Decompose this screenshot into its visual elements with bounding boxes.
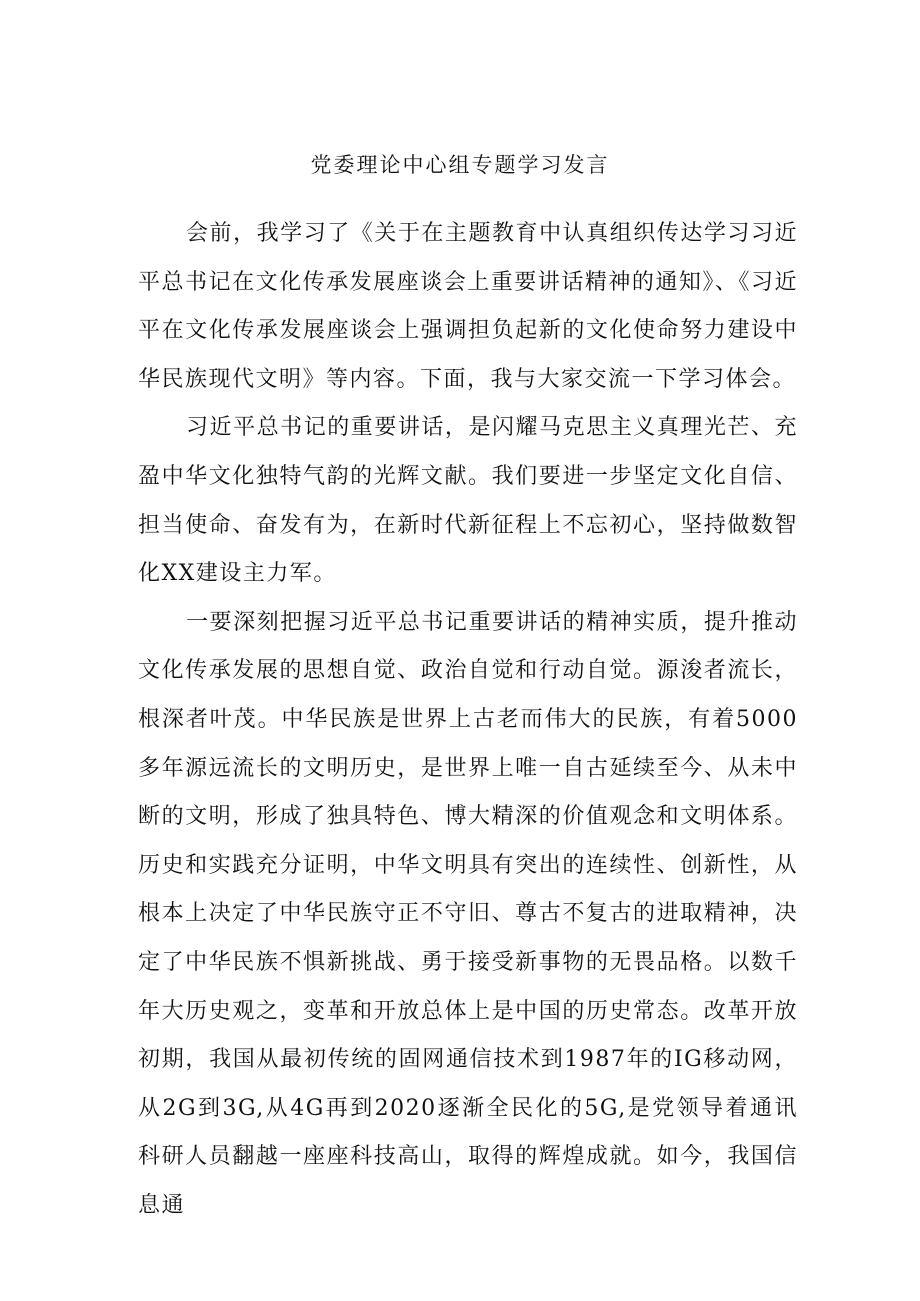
document-title: 党委理论中心组专题学习发言 — [310, 153, 610, 177]
paragraph-significance: 习近平总书记的重要讲话，是闪耀马克思主义真理光芒、充盈中华文化独特气韵的光辉文献。我们要进一步坚定文化自信、担当使命、奋发有为，在新时代新征程上不忘初心，坚持做数智化XX建设主力军。 — [138, 415, 798, 587]
paragraph-point-one: 一要深刻把握习近平总书记重要讲话的精神实质，提升推动文化传承发展的思想自觉、政治自觉和行动自觉。源浚者流长，根深者叶茂。中华民族是世界上古老而伟大的民族，有着5000多年源远流长的文明历史，是世界上唯一自古延续至今、从未中断的文明，形成了独具特色、博大精深的价值观念和文明体系。历史和实践充分证明，中华文明具有突出的连续性、创新性，从根本上决定了中华民族守正不守旧、尊古不复古的进取精神，决定了中华民族不惧新挑战、勇于接受新事物的无畏品格。以数千年大历史观之，变革和开放总体上是中国的历史常态。改革开放初期，我国从最初传统的固网通信技术到1987年的IG移动网，从2G到3G,从4G再到2020逐渐全民化的5G,是党领导着通讯科研人员翻越一座座科技高山，取得的辉煌成就。如今，我国信息通 — [138, 609, 798, 1218]
document-body — [138, 210, 798, 1230]
paragraph-intro: 会前，我学习了《关于在主题教育中认真组织传达学习习近平总书记在文化传承发展座谈会上重要讲话精神的通知》、《习近平在文化传承发展座谈会上强调担负起新的文化使命努力建设中华民族现代文明》等内容。下面，我与大家交流一下学习体会。 — [138, 221, 798, 392]
